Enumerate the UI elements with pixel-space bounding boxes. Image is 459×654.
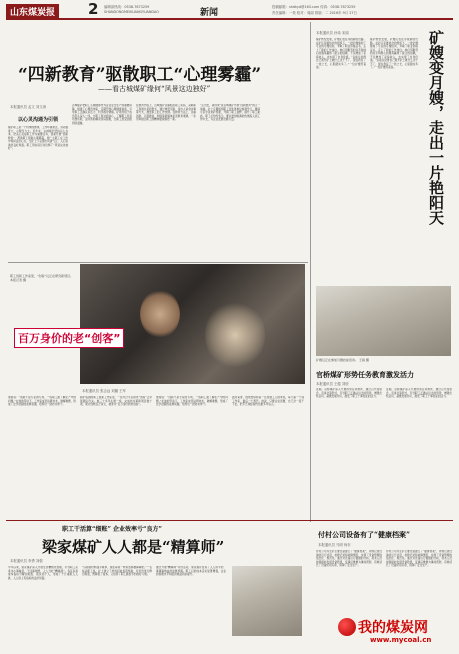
watermark-name: 我的煤炭网 xyxy=(358,620,428,636)
side-text-1: 煤矿转型发展，矿嫂们也在寻找新的出路。在矿区家属协会的组织下，一批矿嫂参加了专业的月嫂培训，考取了职业资格证书，走上了新的工作岗位。她们用勤劳的双手和细心的服务赢得了雇主的信赖，不仅增加了家庭收入，也实现了自身价值。“以前总觉得自己离开矿上就什么也干不了，现在我有了一技之长，心里踏实多了。”一位矿嫂笑着说。 xyxy=(316,38,366,69)
contact-line: 编辑部热线：0538-7873259 xyxy=(104,5,150,9)
feature-photo-glow xyxy=(205,300,265,370)
feature-photo-face xyxy=(140,290,180,338)
bottom-col-1: 今年以来，梁家煤矿深入开展全员精细化管理，引导职工从身边小事做起，干活算细账，人人当好“精算师”。各区队将成本指标分解到班组、落实到个人，形成了千斤重担人人挑、人人肩上有指标的良好局面。 xyxy=(8,566,78,580)
feature-col-3: 面对荣誉，他依然保持着一名普通工人的本色，每天第一个到工作室，最后一个离开。他说，只要企业需要，自己会一直干下去，把手艺和经验传给更多年轻人。 xyxy=(232,396,304,406)
page-number: 2 xyxy=(88,0,99,18)
lead-headline: “四新教育”驱散职工“心理雾霾” xyxy=(18,65,262,85)
lead-subheadline: ——看古城煤矿缘何“风景这边独好” xyxy=(98,85,211,93)
lead-col-4: “走出去，请进来”是古城煤矿开展“四新教育”的又一举措。矿上定期组织职工到先进单位参观学习，邀请专家学者来矿授课，开阔了职工视野，提升了职工素质。职工们纷纷表示，要以更加饱满的热情投入到工作中去，为企业发展贡献力量。 xyxy=(200,104,260,121)
lead-col-1: 煤矿职工是一个特殊的群体，工作环境艰苦，劳动强度大，心理压力大。近年来，古城煤矿坚持以人为本，把关心关爱职工作为重要任务，创新开展“四新教育”，帮助职工驱散心理雾霾，使广大职工在工作中保持良好心态，全矿上下呈现出风清气正、人心思进的良好局面。职工用实际行动诠释了“风景这边独好”。 xyxy=(8,126,68,150)
bottom-right-headline: 付村公司设备有了“健康档案” xyxy=(318,530,411,539)
lead-col-2: 古城煤矿把职工心理健康作为企业安全生产的重要保障，组建了心理咨询室，定期开展心理健康讲座，引导职工正确认识压力、科学疏导情绪。矿领导班子成员带头深入一线，与职工面对面谈心，了解职工所思所想所盼，及时帮助解决实际困难，让职工感受到组织的温暖。 xyxy=(72,104,132,125)
lead-col-3: 在教育内容上，古城煤矿注重贴近职工实际，采取职工喜闻乐见的形式，通过典型引路、身边人讲身边事等方式，激发职工的工作热情。在教育方法上，注重创新，运用微信、网络等新媒体拓宽教育渠道。一系列举措让职工的精神面貌焕然一新。 xyxy=(136,104,196,121)
lead-byline: 本报通讯员 孟文 刘文涛 xyxy=(10,105,47,109)
lead-lede-heading: 以心灵沟通为引领 xyxy=(18,117,59,123)
bottom-right-byline: 本报通讯员 马明 尚东 xyxy=(318,543,351,547)
bottom-col-2: “以前领材料随手就拿，现在每领一样东西都要算算账。”一名综采职工说。矿上建立了材料回收复用机制，对旧件进行修旧利废，既降低了成本，又培养了职工勤俭节约的好习惯。 xyxy=(82,566,152,576)
watermark-logo-icon xyxy=(338,618,356,636)
bottom-photo xyxy=(232,566,302,636)
bottom-col-3: 通过开展“精算师”评选活动，梁家煤矿营造了人人讲节约、事事算效益的浓厚氛围。职工们的成本意识显著增强，企业的管理水平和经济效益同步提升。 xyxy=(156,566,226,576)
bottom-right-text-1: 付村公司为全矿主要设备建立了“健康档案”，详细记录设备的运行状况、检修记录和故障情况，实现了设备管理的信息化、规范化。通过对设备运行数据的分析，技术人员能够提前发现设备隐患，变事后维修为事前预防，有效延长了设备使用寿命，保障了安全生产。 xyxy=(316,550,382,567)
section-name: 新闻 xyxy=(200,8,219,18)
side-text-2: 煤矿转型发展，矿嫂们也在寻找新的出路。在矿区家属协会的组织下，一批矿嫂参加了专业的月嫂培训，考取了职业资格证书，走上了新的工作岗位。她们用勤劳的双手和细心的服务赢得了雇主的信赖，不仅增加了家庭收入，也实现了自身价值。“以前总觉得自己离开矿上就什么也干不了，现在我有了一技之长，心里踏实多了。”一位矿嫂笑着说。 xyxy=(370,38,418,69)
bottom-byline: 本报通讯员 李勇 刘强 xyxy=(10,559,43,563)
feature-photo-caption: 职工创新工作室里，“创客”们正在研究新项目。 本报记者 摄 xyxy=(10,274,74,282)
feature-byline: 本报通讯员 张志远 刘璐 王军 xyxy=(82,389,126,393)
bottom-right-text-2: 付村公司为全矿主要设备建立了“健康档案”，详细记录设备的运行状况、检修记录和故障情况，实现了设备管理的信息化、规范化。通过对设备运行数据的分析，技术人员能够提前发现设备隐患，变事后维修为事前预防，有效延长了设备使用寿命，保障了安全生产。 xyxy=(386,550,452,567)
feature-col-left: 他常说：“创新不是专家的专利，一线职工最了解生产中的问题。”在他的带动下，工作室成员钻研技术、破解难题，形成了比学赶超的浓厚氛围，培养出一批技术骨干。 xyxy=(8,396,76,406)
feature-col-1: 新矿集团的职工创新工作室里，一位年过半百的老“创客”正带领团队攻关。他三十多年扎根一线，完成技术革新项目数十项，累计创效百万余元，被誉为“百万身价的老创客”。 xyxy=(80,396,152,406)
side-photo-caption: 矿嫂们正在参加月嫂技能培训。 王娟 摄 xyxy=(316,358,369,362)
brief-text-2: 近期，官桥煤矿深入开展形势任务教育，通过召开座谈会、宣讲会等形式，引导职工正确认识当前形势，增强危机意识，凝聚发展共识，激发了职工干事创业的活力。 xyxy=(386,388,452,398)
feature-col-2: 他常说：“创新不是专家的专利，一线职工最了解生产中的问题。”在他的带动下，工作室成员钻研技术、破解难题，形成了比学赶超的浓厚氛围，培养出一批技术骨干。 xyxy=(156,396,228,406)
brief-byline: 本报通讯员 王健 刘欣 xyxy=(316,382,349,386)
contact-right: 投稿邮箱：shdkyd@163.com 传真：0538-7873259 xyxy=(272,5,356,9)
side-headline: 矿嫂变月嫂，走出一片艳阳天 xyxy=(427,30,445,225)
bottom-section-rule xyxy=(6,520,453,521)
side-byline: 本报通讯员 孙伟 宋丽 xyxy=(316,31,349,35)
side-vertical-rule xyxy=(310,22,311,522)
feature-section-label: 百万身价的老“创客” xyxy=(14,328,124,348)
pinyin-line: SHANDONGMEIKUANGYUANDAO xyxy=(104,10,159,14)
bottom-kicker: 职工干活算“细账” 企业效率亏“良方” xyxy=(62,526,162,533)
newspaper-logo: 山东煤炭报 xyxy=(6,4,59,19)
brief-headline: 官桥煤矿形势任务教育激发活力 xyxy=(316,370,414,379)
feature-photo xyxy=(80,264,305,384)
brief-text-1: 近期，官桥煤矿深入开展形势任务教育，通过召开座谈会、宣讲会等形式，引导职工正确认识当前形势，增强危机意识，凝聚发展共识，激发了职工干事创业的活力。 xyxy=(316,388,382,398)
issue-info: 责任编辑：一枝 校对：周丽 排版：二 2016年 9月 27日 xyxy=(272,11,357,15)
masthead-rule xyxy=(6,18,453,20)
watermark-url: www.mycoal.cn xyxy=(370,636,432,644)
side-photo xyxy=(316,286,451,356)
lead-divider xyxy=(8,262,308,263)
bottom-headline: 梁家煤矿人人都是“精算师” xyxy=(42,538,225,556)
